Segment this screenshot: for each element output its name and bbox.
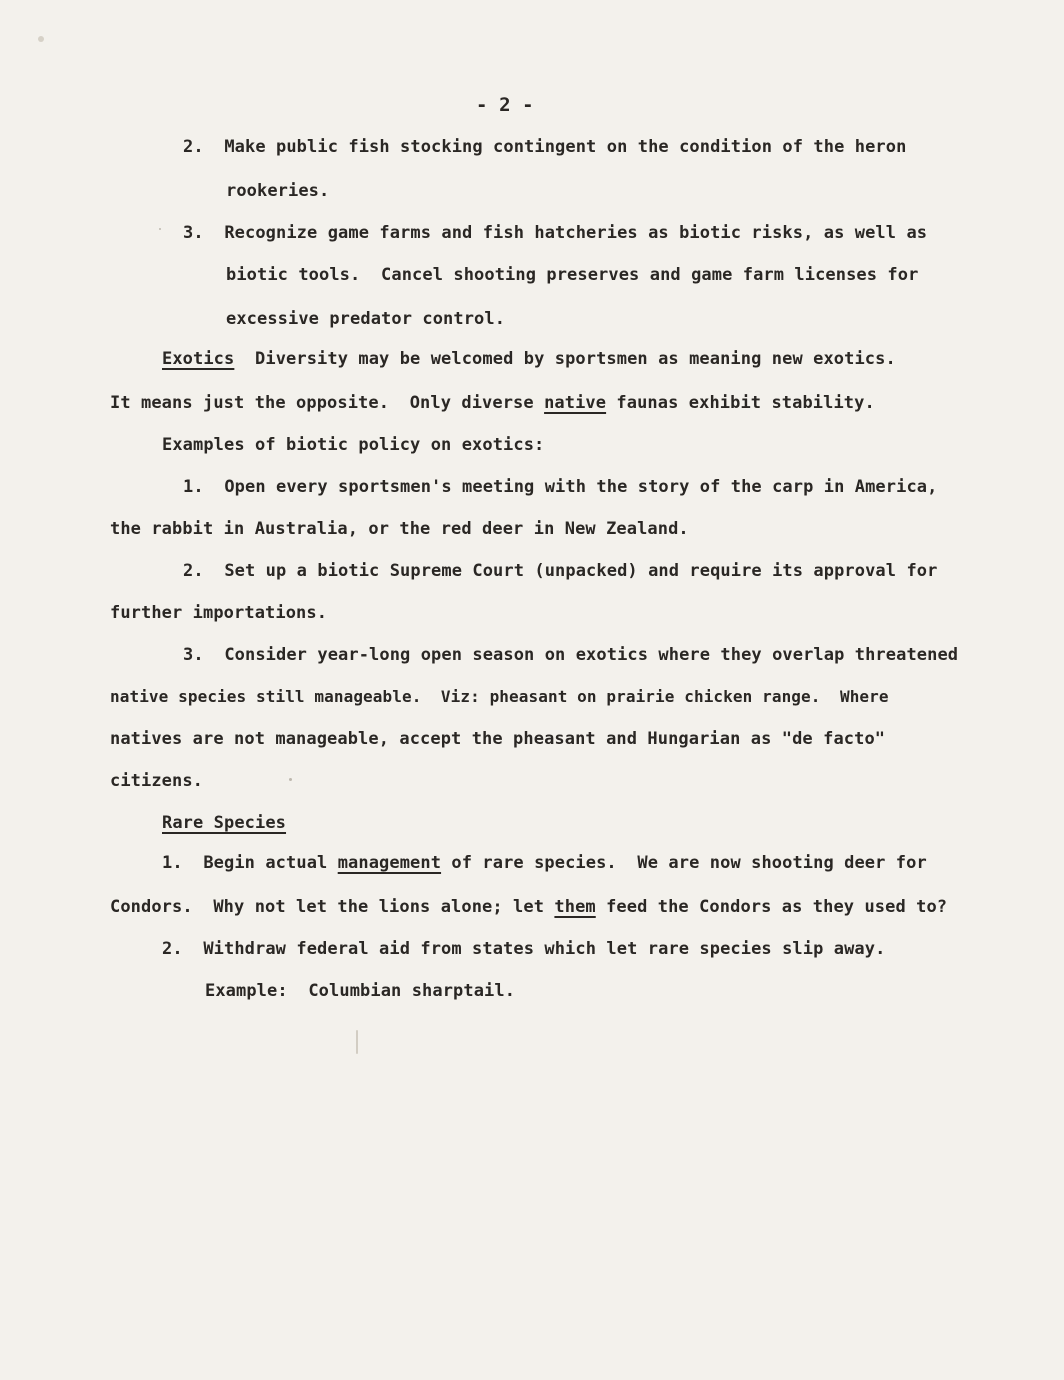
page-number: - 2 - bbox=[476, 94, 534, 116]
emphasis-them: them bbox=[554, 897, 596, 917]
text-line bbox=[110, 896, 947, 918]
section-heading-rare-species: Rare Species bbox=[162, 813, 287, 833]
text-line: rookeries. bbox=[226, 181, 330, 201]
text-segment: 1. Begin actual bbox=[162, 853, 338, 873]
emphasis-management: management bbox=[337, 853, 442, 873]
exotics-line bbox=[162, 348, 896, 370]
text-line: further importations. bbox=[110, 603, 328, 623]
text-line: 2. Withdraw federal aid from states which let rare species slip away. bbox=[162, 939, 886, 959]
text-segment: faunas exhibit stability. bbox=[606, 393, 875, 413]
text-line bbox=[110, 392, 875, 414]
text-line bbox=[162, 852, 927, 874]
paper-speck bbox=[356, 1030, 358, 1054]
text-segment: It means just the opposite. Only diverse bbox=[110, 393, 545, 413]
text-line: 3. Consider year-long open season on exotics where they overlap threatened bbox=[183, 645, 959, 665]
emphasis-native: native bbox=[544, 393, 607, 413]
text-segment: feed the Condors as they used to? bbox=[595, 897, 948, 917]
text-line: excessive predator control. bbox=[226, 309, 506, 329]
text-line: citizens. bbox=[110, 771, 204, 791]
text-line: native species still manageable. Viz: pheasant on prairie chicken range. Where bbox=[110, 687, 889, 706]
text-line: Examples of biotic policy on exotics: bbox=[162, 435, 545, 455]
text-line: 2. Set up a biotic Supreme Court (unpacked) and require its approval for bbox=[183, 561, 938, 581]
text-line: natives are not manageable, accept the pheasant and Hungarian as "de facto" bbox=[110, 729, 886, 749]
text-segment: Diversity may be welcomed by sportsmen as meaning new exotics. bbox=[234, 349, 896, 369]
text-line: biotic tools. Cancel shooting preserves and game farm licenses for bbox=[226, 265, 919, 285]
paper-speck bbox=[159, 228, 161, 230]
text-line: 2. Make public fish stocking contingent on the condition of the heron bbox=[183, 137, 907, 157]
paper-speck bbox=[289, 778, 292, 781]
text-segment: of rare species. We are now shooting deer for bbox=[441, 853, 927, 873]
text-line: 1. Open every sportsmen's meeting with the story of the carp in America, bbox=[183, 477, 938, 497]
text-line: the rabbit in Australia, or the red deer in New Zealand. bbox=[110, 519, 689, 539]
text-line: Example: Columbian sharptail. bbox=[205, 981, 516, 1001]
paper-speck bbox=[38, 36, 44, 42]
text-segment: Condors. Why not let the lions alone; let bbox=[110, 897, 555, 917]
section-heading-exotics: Exotics bbox=[162, 349, 235, 369]
text-line: 3. Recognize game farms and fish hatcheries as biotic risks, as well as bbox=[183, 223, 928, 243]
